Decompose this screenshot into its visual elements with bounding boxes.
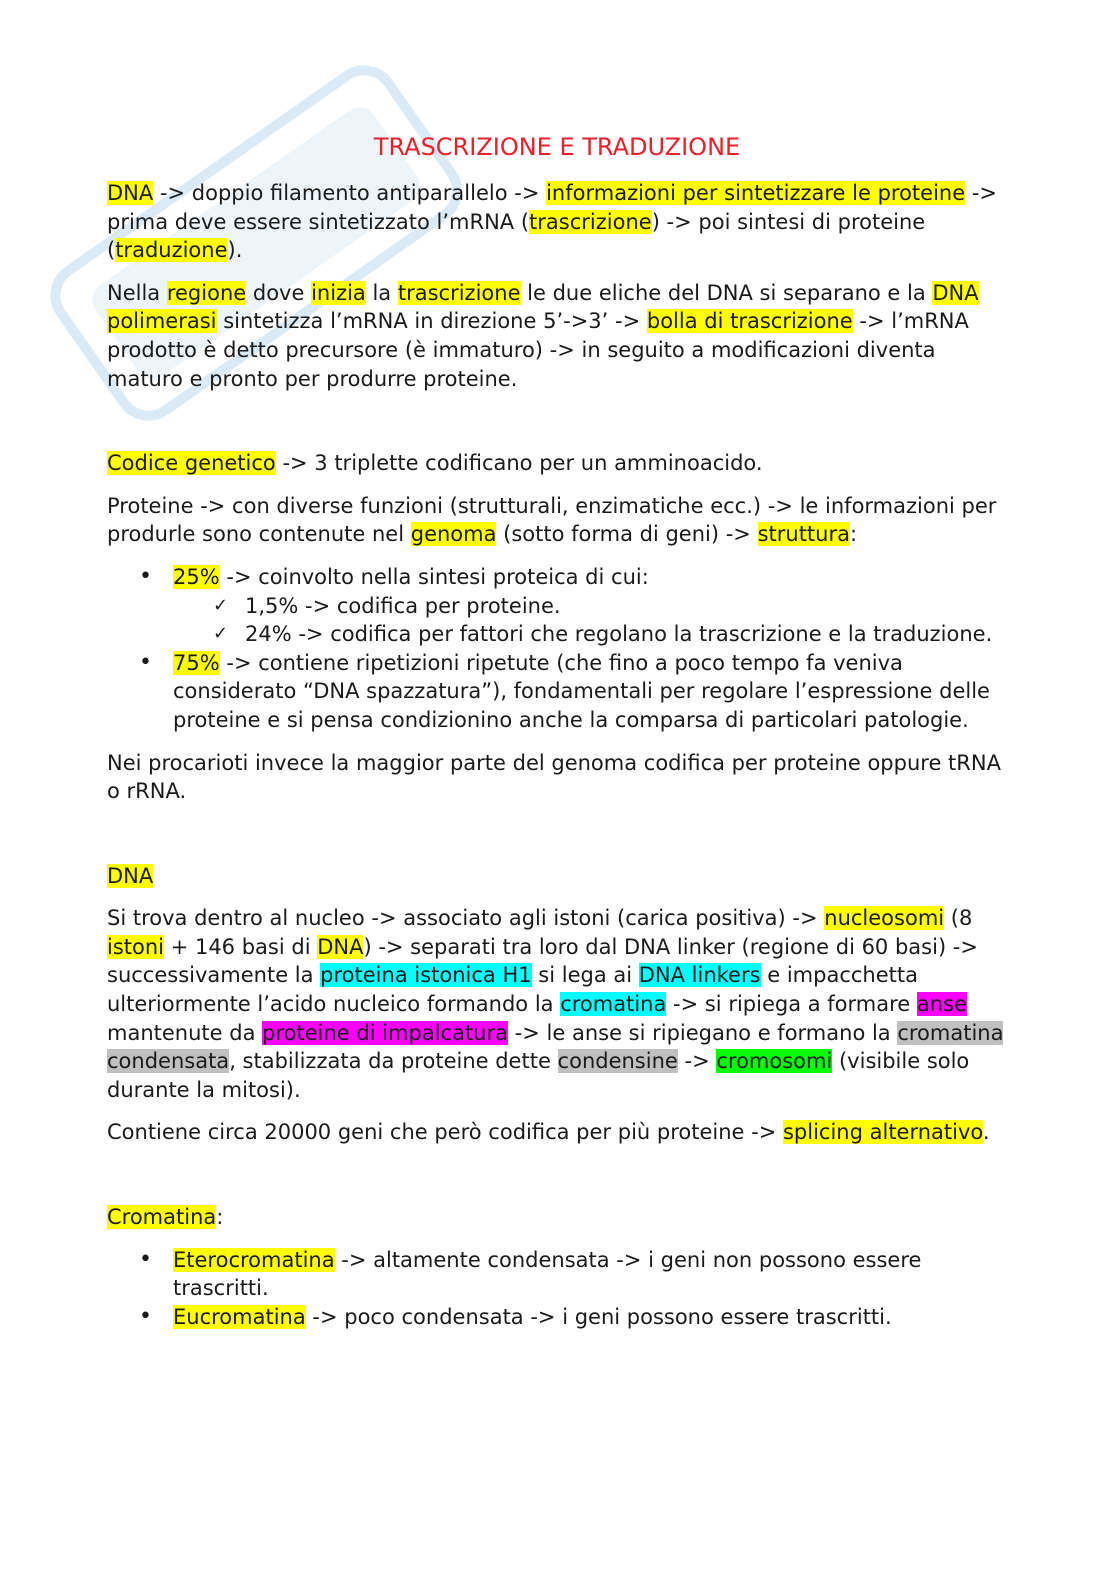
cromatina-list — [107, 1246, 1007, 1332]
list-item: • Eucromatina -> poco condensata -> i geni possono essere trascritti. — [107, 1303, 1007, 1332]
paragraph-codice-genetico: Codice genetico -> 3 triplette codificano per un amminoacido. — [107, 451, 763, 476]
highlight-trascrizione: trascrizione — [529, 209, 652, 234]
check-item: ✓ 1,5% -> codifica per proteine. — [173, 592, 1007, 621]
check-item: ✓ 24% -> codifica per fattori che regolano la trascrizione e la traduzione. — [173, 620, 1007, 649]
highlight-polimerasi: DNA polimerasi — [107, 280, 979, 334]
section-heading-dna: DNA — [107, 863, 154, 888]
highlight-25: 25% — [173, 564, 220, 589]
highlight-istoni: istoni — [107, 934, 165, 959]
highlight-struttura: struttura — [757, 522, 850, 547]
highlight-traduzione: traduzione — [115, 238, 228, 263]
paragraph-geni: Contiene circa 20000 geni che però codifica per più proteine -> splicing alternativo. — [107, 1120, 990, 1145]
highlight-linkers: DNA linkers — [638, 963, 761, 988]
list-item: • 25% -> coinvolto nella sintesi proteica di cui: ✓ 1,5% -> codifica per proteine. ✓ 24% -> codifica per fattori che regolano la trascrizione e la traduzione. — [107, 563, 1007, 649]
highlight-eucromatina: Eucromatina — [173, 1304, 306, 1329]
paragraph-trascrizione: Nella regione dove inizia la trascrizione le due eliche del DNA si separano e la DNA polimerasi sintetizza l’mRNA in direzione 5’->3’ -> bolla di trascrizione -> l’mRNA prodotto è detto precursore (è immaturo) -> in seguito a modificazioni diventa maturo e pronto per produrre proteine. — [107, 280, 979, 391]
highlight-dna-2: DNA — [317, 934, 364, 959]
highlight-bolla: bolla di trascrizione — [646, 309, 853, 334]
sub-list — [173, 592, 1007, 649]
section-heading-cromatina: Cromatina: — [107, 1205, 224, 1230]
highlight-codice: Codice genetico — [107, 451, 276, 476]
highlight-dna: DNA — [107, 181, 154, 205]
highlight-genoma: genoma — [410, 522, 497, 547]
paragraph-procarioti: Nei procarioti invece la maggior parte del genoma codifica per proteine oppure tRNA o rRNA. — [107, 750, 1001, 804]
highlight-condensata: cromatina condensata — [107, 1020, 1004, 1074]
document-page — [107, 130, 1007, 1345]
highlight-impalcatura: proteine di impalcatura — [262, 1020, 508, 1045]
highlight-anse: anse — [916, 992, 967, 1017]
highlight-nucleosomi: nucleosomi — [824, 906, 945, 931]
highlight-h1: proteina istonica H1 — [320, 963, 532, 988]
highlight-eterocromatina: Eterocromatina — [173, 1247, 335, 1272]
genome-structure-list — [107, 563, 1007, 735]
paragraph-proteine: Proteine -> con diverse funzioni (strutturali, enzimatiche ecc.) -> le informazioni per produrle sono contenute nel genoma (sotto forma di geni) -> struttura: — [107, 493, 997, 547]
highlight-info: informazioni per sintetizzare le proteine — [546, 181, 966, 205]
page-title: TRASCRIZIONE E TRADUZIONE — [373, 133, 741, 161]
highlight-75: 75% — [173, 650, 220, 675]
highlight-condensine: condensine — [557, 1049, 678, 1074]
paragraph-dna-intro: DNA -> doppio filamento antiparallelo -> informazioni per sintetizzare le proteine -> prima deve essere sintetizzato l’mRNA (trascrizione) -> poi sintesi di proteine (traduzione). — [107, 181, 997, 263]
highlight-inizia: inizia — [311, 280, 366, 305]
highlight-splicing: splicing alternativo — [782, 1120, 983, 1145]
highlight-trascrizione-2: trascrizione — [397, 280, 521, 305]
highlight-cromosomi: cromosomi — [716, 1049, 833, 1074]
list-item: • Eterocromatina -> altamente condensata -> i geni non possono essere trascritti. — [107, 1246, 1007, 1303]
list-item: • 75% -> contiene ripetizioni ripetute (che fino a poco tempo fa veniva considerato “DNA spazzatura”), fondamentali per regolare l’espressione delle proteine e si pensa condizionino anche la comparsa di particolari patologie. — [107, 649, 1007, 735]
paragraph-dna-nucleo: Si trova dentro al nucleo -> associato agli istoni (carica positiva) -> nucleosomi (8 istoni + 146 basi di DNA) -> separati tra loro dal DNA linker (regione di 60 basi) -> successivamente la proteina istonica H1 si lega ai DNA linkers e impacchetta ulteriormente l’acido nucleico formando la cromatina -> si ripiega a formare anse mantenute da proteine di impalcatura -> le anse si ripiegano e formano la cromatina condensata, stabilizzata da proteine dette condensine -> cromosomi (visibile solo durante la mitosi). — [107, 906, 1004, 1102]
highlight-regione: regione — [166, 280, 247, 305]
highlight-cromatina: cromatina — [560, 992, 667, 1017]
